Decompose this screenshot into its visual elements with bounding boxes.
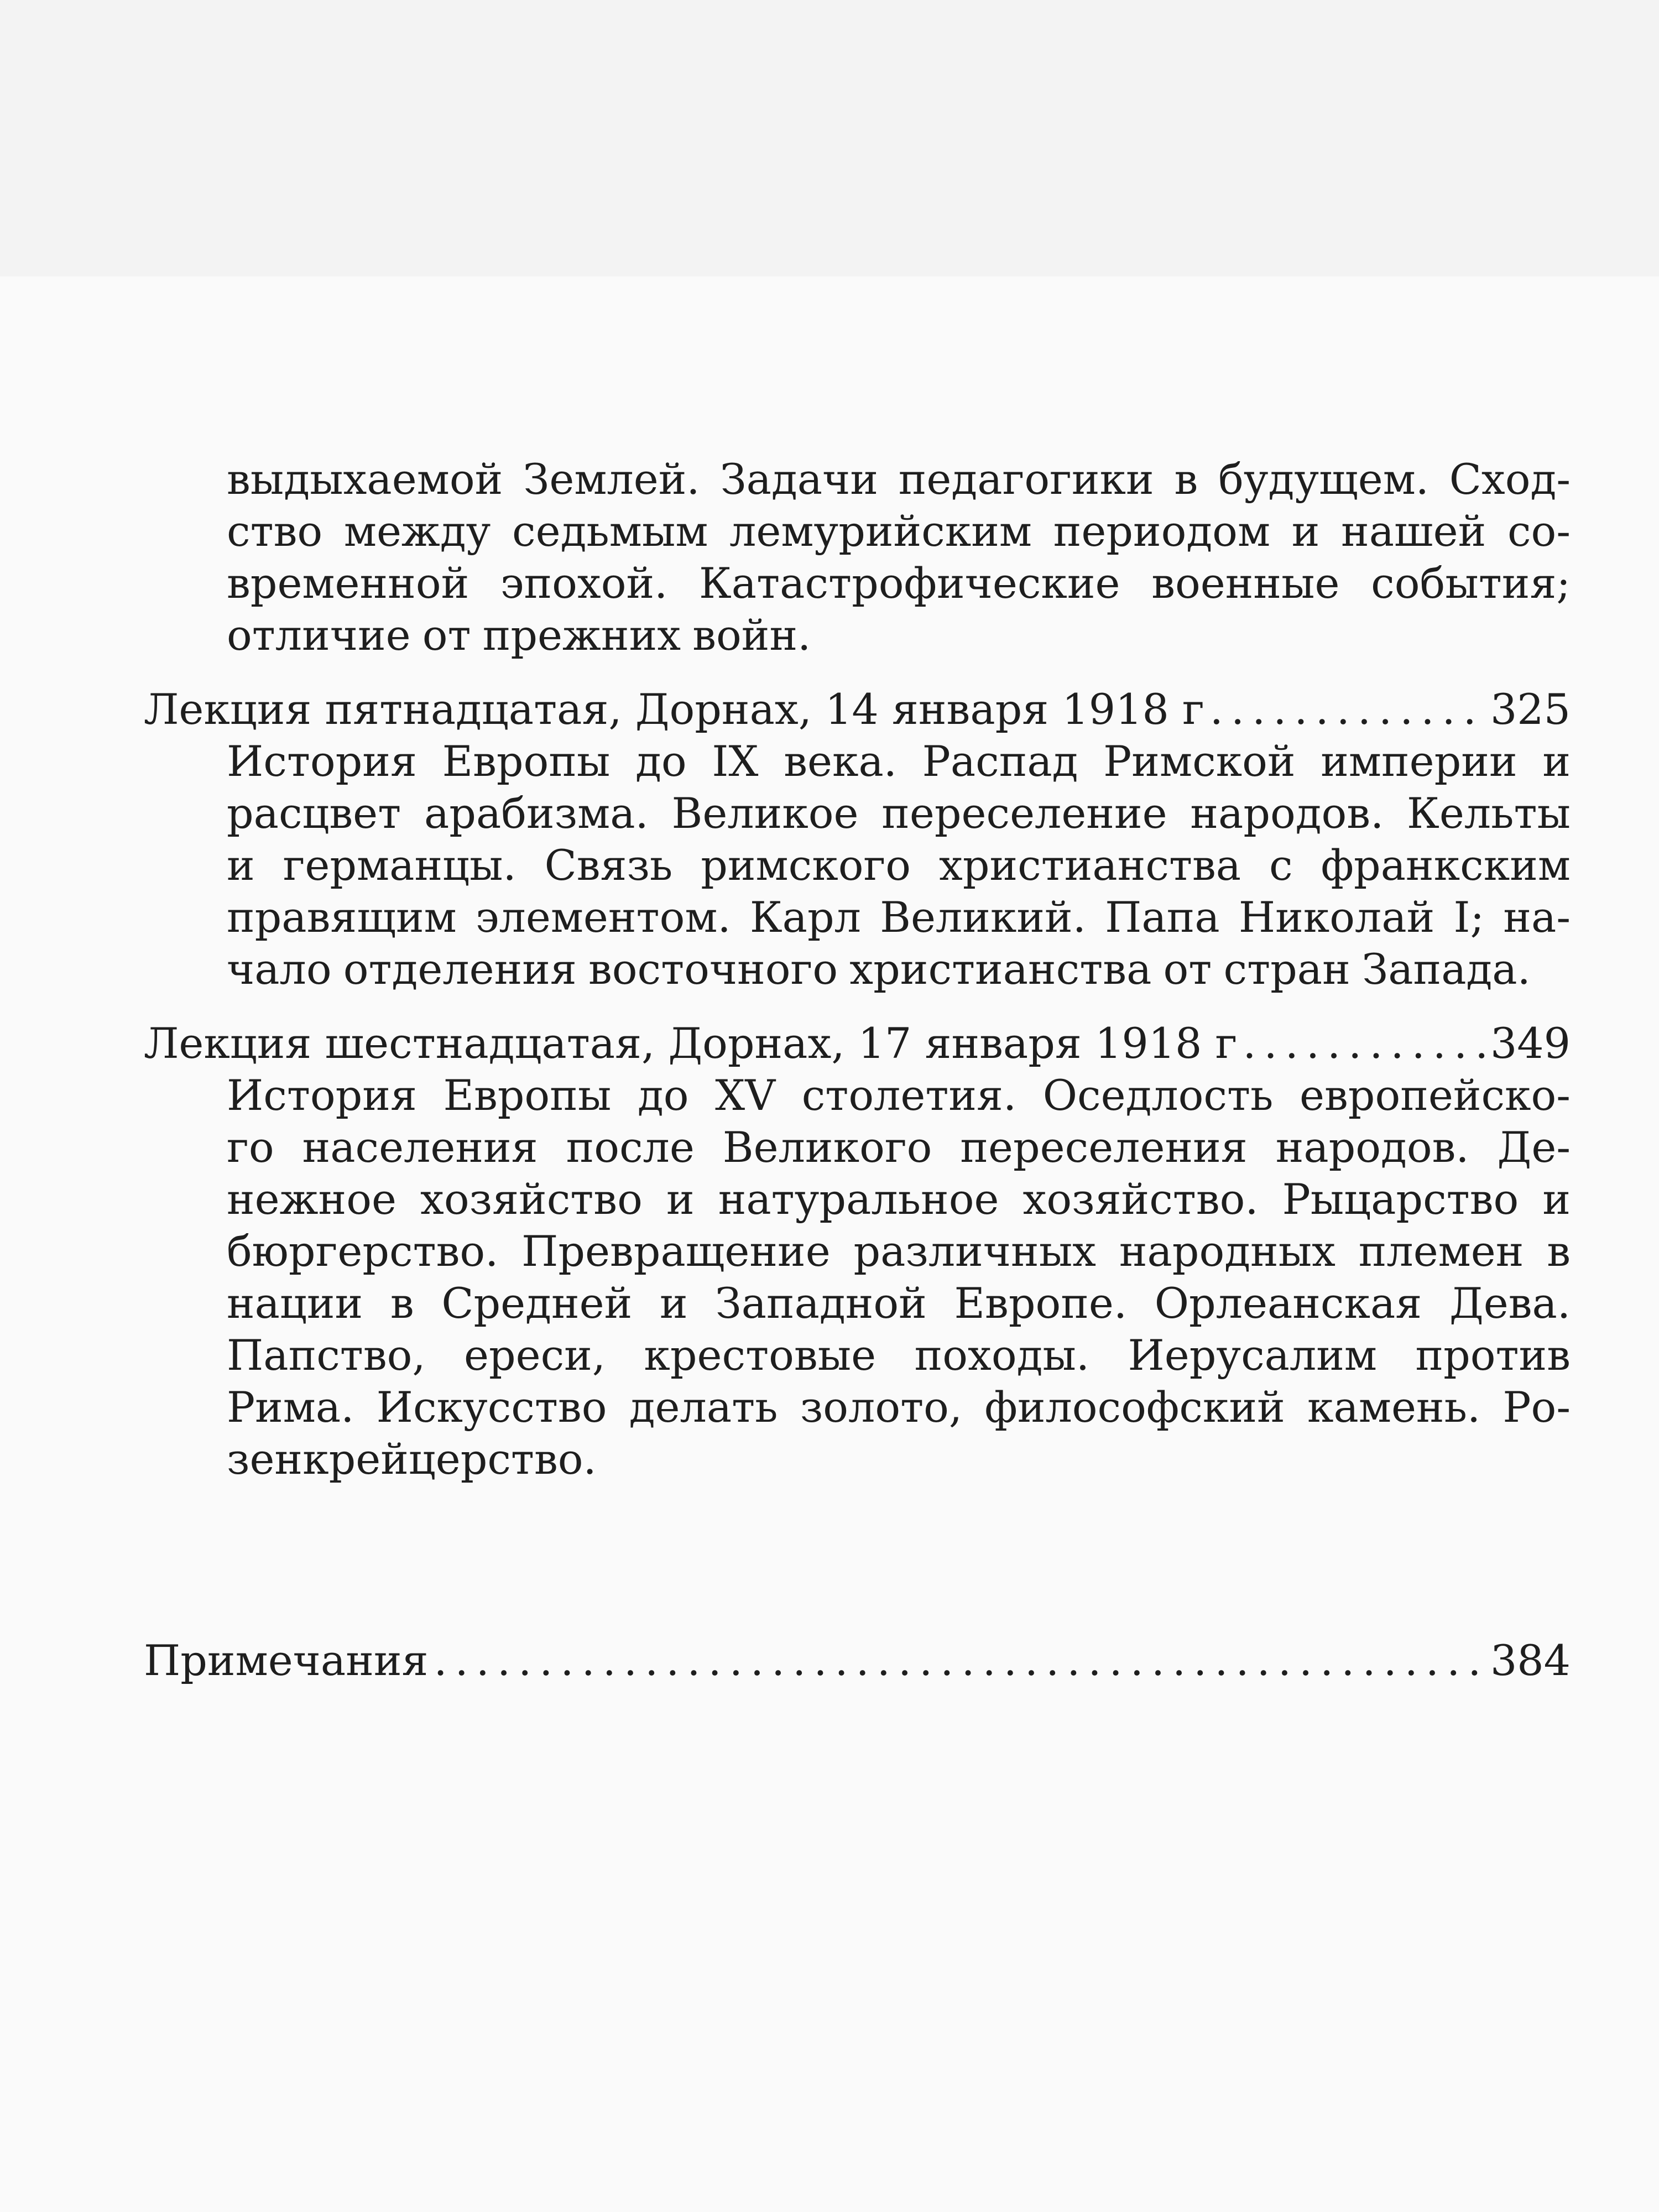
description-line: нации в Средней и Западной Европе. Орлеанская Дева. xyxy=(227,1279,1571,1328)
description-line: правящим элементом. Карл Великий. Папа Николай I; на- xyxy=(227,893,1571,942)
description-line: отличие от прежних войн. xyxy=(227,611,811,660)
dot-leader xyxy=(1210,684,1485,735)
entry-description xyxy=(227,1070,1571,1485)
description-line: бюргерство. Превращение различных народных племен в xyxy=(227,1227,1571,1276)
description-line: и германцы. Связь римского христианства с франкским xyxy=(227,841,1571,890)
dot-leader xyxy=(434,1635,1484,1687)
description-line: нежное хозяйство и натуральное хозяйство. Рыцарство и xyxy=(227,1175,1571,1224)
entry-title: Примечания xyxy=(144,1636,429,1685)
description-line: ство между седьмым лемурийским периодом и нашей со- xyxy=(227,507,1571,556)
preceding-entry-description xyxy=(227,453,1571,661)
table-of-contents xyxy=(144,453,1571,1687)
description-line: История Европы до IX века. Распад Римской империи и xyxy=(227,737,1571,786)
description-line: Рима. Искусство делать золото, философский камень. Ро- xyxy=(227,1383,1571,1432)
toc-entry-lecture-16[interactable] xyxy=(144,1018,1571,1070)
page-number: 384 xyxy=(1490,1636,1571,1685)
description-line: го населения после Великого переселения народов. Де- xyxy=(227,1123,1571,1172)
entry-title: Лекция пятнадцатая, Дорнах, 14 января 1918 г xyxy=(144,685,1204,734)
entry-description xyxy=(227,735,1571,995)
description-line: расцвет арабизма. Великое переселение народов. Кельты xyxy=(227,789,1571,838)
description-line: выдыхаемой Землей. Задачи педагогики в будущем. Сход- xyxy=(227,455,1571,504)
top-margin xyxy=(0,0,1659,276)
description-line: временной эпохой. Катастрофические военные события; xyxy=(227,559,1571,608)
description-line: Папство, ереси, крестовые походы. Иерусалим против xyxy=(227,1331,1571,1380)
description-line: зенкрейцерство. xyxy=(227,1434,597,1484)
page-number: 349 xyxy=(1490,1019,1571,1068)
dot-leader xyxy=(1243,1018,1485,1070)
entry-title: Лекция шестнадцатая, Дорнах, 17 января 1918 г xyxy=(144,1019,1238,1068)
description-line: История Европы до XV столетия. Оседлость европейско- xyxy=(227,1071,1571,1120)
description-line: чало отделения восточного христианства от стран Запада. xyxy=(227,945,1531,994)
page-number: 325 xyxy=(1490,685,1571,734)
toc-entry-lecture-15[interactable] xyxy=(144,684,1571,735)
toc-entry-notes[interactable] xyxy=(144,1635,1571,1687)
